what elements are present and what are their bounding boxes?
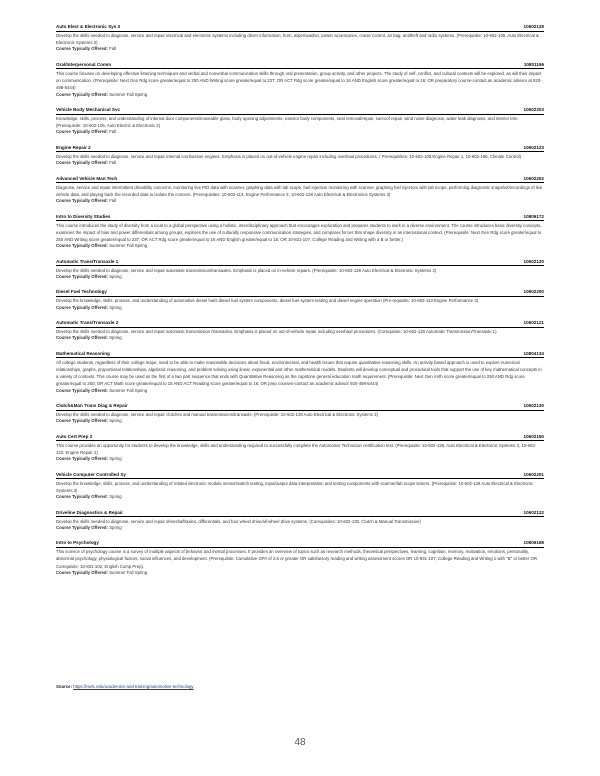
course-entry [56, 472, 544, 501]
offered-label: Course Typically Offered: [56, 46, 108, 52]
course-number: 10602201 [523, 471, 544, 477]
course-number: 10602200 [523, 289, 544, 295]
offered-label: Course Typically Offered: [56, 387, 108, 393]
course-offered [56, 305, 544, 312]
course-header [56, 24, 544, 32]
course-title: Intro to Psychology [56, 540, 99, 546]
course-title: Mathematical Reasoning [56, 350, 110, 356]
course-offered [56, 456, 544, 463]
offered-label: Course Typically Offered: [56, 418, 108, 424]
course-title: Auto Elect & Electronic Sys 3 [56, 24, 121, 29]
offered-label: Course Typically Offered: [56, 129, 108, 135]
course-description: Develop the skills needed to diagnose, service and repair automatic transmission/transaxles. Emphasis is placed on in-vehicle repairs. (Prerequisite: 10-602-128 Auto Electrical & Electronic Systems 3) [56, 267, 437, 273]
offered-terms: Fall [109, 160, 117, 166]
course-header [56, 107, 544, 115]
course-title: Vehicle Body Mechanical Svc [56, 107, 121, 113]
course-number: 10602202 [523, 175, 544, 181]
course-entry [56, 434, 544, 463]
course-number: 10602203 [523, 107, 544, 113]
course-number: 10809172 [523, 213, 544, 219]
course-title: Oral/Interpersonal Comm [56, 61, 112, 67]
offered-terms: Fall [109, 46, 117, 52]
course-offered [56, 494, 544, 501]
offered-terms: Spring [109, 335, 122, 341]
course-description: Develop the knowledge, skills, process, and understanding of automotive diesel fuels diesel fuel system components, diesel fuel system testing and diesel engine operation (Pre-requisite: 10-602-113 Engine Performance 3) [56, 298, 479, 304]
course-title: Diesel Fuel Technology [56, 289, 107, 295]
offered-terms: Summer Fall Spring [109, 243, 148, 249]
course-number: 10602123 [523, 144, 544, 150]
offered-label: Course Typically Offered: [56, 273, 108, 279]
course-entry [56, 145, 544, 167]
offered-label: Course Typically Offered: [56, 91, 108, 97]
offered-label: Course Typically Offered: [56, 335, 108, 341]
offered-terms: Spring [109, 524, 122, 530]
course-title: Engine Repair 2 [56, 144, 91, 150]
course-offered [56, 274, 544, 281]
offered-label: Course Typically Offered: [56, 569, 108, 575]
offered-terms: Summer Fall Spring [109, 387, 148, 393]
course-entry [56, 320, 544, 342]
course-header [56, 320, 544, 328]
course-entry [56, 259, 544, 281]
course-number: 10801196 [523, 61, 544, 67]
course-entry [56, 176, 544, 205]
offered-terms: Spring [109, 273, 122, 279]
offered-terms: Fall [109, 129, 117, 135]
course-offered [56, 388, 544, 395]
course-header [56, 403, 544, 411]
course-entry [56, 510, 544, 532]
source-link[interactable]: https://nwtc.edu/academics-and-training/automotive-technology [73, 684, 194, 689]
course-description: Develop the skills needed to diagnose, service and repair clutches and manual transmissions/transaxle. (Prerequisite: 10-602-128 Auto Electrical & Electronic Systems 3) [56, 412, 378, 418]
course-offered [56, 46, 544, 53]
offered-terms: Spring [109, 304, 122, 310]
offered-terms: Fall [109, 198, 117, 204]
course-description: Develop the skills needed to diagnose, service and repair driveshaft/axles, differentials, and four wheel drive/all-wheel drive systems. (Corequisites: 10-602-130, Clutch & Manual Transmission) [56, 518, 421, 524]
offered-terms: Spring [109, 456, 122, 462]
course-offered [56, 243, 544, 250]
source-label: Source: [56, 684, 72, 689]
course-description: This course introduces the study of diversity from a local to a global perspective using a holistic, interdisciplinary approach that encourages exploration and prepares students to work in a diverse environment. The course introduces basic diversity concepts, examines the impact of bias and power differentials among groups, explores the use of culturally responsive communication strategies, and compares forces that shape diversity in an international context. (Prerequisite: Next Gen Rdg score greater/equal to 250 AND Writing score greater/equal to 237; OR ACT Rdg score greater/equal to 16 AND English greater/equal to 15; OR 10-831-107, College Reading and Writing with a B or better.) [56, 222, 542, 242]
offered-label: Course Typically Offered: [56, 456, 108, 462]
course-title: Vehicle Computer Controlled Sy [56, 471, 126, 477]
course-offered [56, 570, 544, 577]
course-description: Develop the skills needed to diagnose, service and repair internal combustion engines. Emphasis is placed on out-of-vehicle engine repair including overhaul procedures. ( Prerequisites: 10-602-105 Engine Repair 1, 10-602-196, Climate Control) [56, 153, 522, 159]
course-description: This course provides an opportunity for students to develop the knowledge, skills and understanding required to successfully complete the Automotive Technician certification test. (Prerequisite: 10-602-128, Auto Electrical & Electronic Systems 3, 10-602-123, Engine Repair 2) [56, 442, 537, 455]
course-header [56, 62, 544, 70]
source-line [56, 684, 194, 690]
offered-label: Course Typically Offered: [56, 494, 108, 500]
offered-label: Course Typically Offered: [56, 304, 108, 310]
course-offered [56, 92, 544, 99]
offered-terms: Summer Fall Spring [109, 569, 148, 575]
offered-terms: Summer Fall Spring [109, 91, 148, 97]
course-list [56, 24, 544, 576]
course-header [56, 145, 544, 153]
course-number: 10804134 [523, 350, 544, 356]
course-entry [56, 107, 544, 136]
course-entry [56, 214, 544, 250]
course-number: 10602128 [523, 24, 544, 29]
course-title: Intro to Diversity Studies [56, 213, 111, 219]
course-offered [56, 525, 544, 532]
course-number: 10602121 [523, 320, 544, 326]
offered-label: Course Typically Offered: [56, 243, 108, 249]
course-offered [56, 418, 544, 425]
course-title: Advanced Vehicle Man Tech [56, 175, 118, 181]
course-description: Diagnose, service and repair intermittent drivability concerns, monitoring live PID data with scanner, graphing data with lab scope, fuel injection monitoring with scanner, graphing fuel injectors with lab scope, performing diagnostic snapshot/recordings of live vehicle data, and playing back the recorded data to isolate the concern. (Prerequisites: 10-602-113, Engine Performance 3, 10-602-128 Auto Electrical & Electronics Systems 3) [56, 184, 543, 197]
offered-terms: Spring [109, 418, 122, 424]
course-entry [56, 351, 544, 394]
course-offered [56, 335, 544, 342]
course-description: All college students, regardless of their college major, need to be able to make reasonable decisions about fiscal, environmental, and health issues that require quantitative reasoning skills. An activity based approach is used to explore numerical relationships, graphs, proportional relationships, algebraic reasoning, and problem solving using linear, exponential and other mathematical models. Students will develop conceptual and procedural tools that support the use of key mathematical concepts in a variety of contexts. This course may be used as the first of a two part sequence that ends with Quantitative Reasoning as the capstone general education math requirement. (Prerequisite: Next Gen Arith score greater/equal to 250 AND Rdg score greater/equal to 250; OR ACT Math score greater/equal to 15 AND ACT Reading score greater/equal to 16; OR prep courses-contact an academic advisor 920-498-5444) [56, 359, 542, 387]
course-header [56, 289, 544, 297]
course-number: 10602122 [523, 509, 544, 515]
course-header [56, 540, 544, 548]
offered-label: Course Typically Offered: [56, 198, 108, 204]
course-entry [56, 289, 544, 311]
course-description: This course focuses on developing effective listening techniques and verbal and nonverbal communication skills through oral presentation, group activity, and other projects. The study of self, conflict, and cultural contexts will be explored, as will their impact on communication. (Prerequisite: Next Gen Rdg score greater/equal to 250 AND Writing score greater/equal to 237; OR ACT Rdg score greater/equal to 16 AND English score greater/equal to 16; OR preparatory course-contact an academic advisor at 920-498-5444) [56, 70, 542, 91]
course-header [56, 434, 544, 442]
course-header [56, 259, 544, 267]
course-header [56, 214, 544, 222]
course-title: Auto Cert Prep 2 [56, 433, 93, 439]
course-description: This science of psychology course is a survey of multiple aspects of behavior and mental processes. It provides an overview of topics such as research methods, theoretical perspectives, learning, cognition, memory, motivation, emotions, personality, abnormal psychology, physiological factors, social influences, and development. (Prerequisite: Cumulative GPA of 2.6 or greater OR satisfactory reading and writing assessment scores OR 10-831-107, College Reading and Writing 1 with "B" or better OR Corequisite: 10-831-102, English Comp Prep). [56, 549, 537, 569]
course-header [56, 351, 544, 359]
offered-label: Course Typically Offered: [56, 160, 108, 166]
course-title: Clutch&Man Trans Diag & Repair [56, 403, 128, 409]
course-number: 10602150 [523, 433, 544, 439]
course-offered [56, 160, 544, 167]
course-title: Automatic Trans/Transaxle 2 [56, 320, 119, 326]
course-header [56, 472, 544, 480]
course-entry [56, 62, 544, 98]
course-number: 10602120 [523, 258, 544, 264]
course-description: Develop the knowledge, skills, process, and understanding of related electronic module sensor/switch testing, input/output data interpretation and testing components with scanner/lab scope testers. (Prerequisite: 10-602-128 Auto Electrical & Electronic Systems 3) [56, 480, 533, 493]
course-header [56, 176, 544, 184]
course-entry [56, 540, 544, 576]
course-description: Develop the skills needed to diagnose, service and repair automatic transmission /transaxles. Emphasis is placed on out-of-vehicle repair including overhaul procedures. (Corequisite: 10-602-120 Automatic Transmission/Transaxle 1) [56, 329, 497, 335]
offered-label: Course Typically Offered: [56, 524, 108, 530]
offered-terms: Spring [109, 494, 122, 500]
course-entry [56, 24, 544, 53]
course-number: 10809198 [523, 540, 544, 546]
course-offered [56, 129, 544, 136]
course-title: Automatic Trans/Transaxle 1 [56, 258, 119, 264]
course-number: 10602130 [523, 403, 544, 409]
course-offered [56, 198, 544, 205]
course-description: Develop the skills needed to diagnose, service and repair electrical and electronic systems including driver information, horn, wiper/washer, power accessories, cruise control, air bag, antitheft and radio systems. (Prerequisite: 10-602-105, Auto Electrical & Electronic Systems 2) [56, 33, 539, 46]
course-header [56, 510, 544, 518]
course-title: Driveline Diagnostics & Repair [56, 509, 123, 515]
page-number: 48 [294, 737, 306, 748]
course-description: Knowledge, skills, process, and understanding of internal door components/moveable glass, body opening adjustments, exterior body components, seat removal/repair, sunroof repair, wind noise diagnosis, water leak diagnosis, and interior trim. (Prerequisite: 10-602-105, Auto Electric & Electronic 2) [56, 116, 519, 129]
course-entry [56, 403, 544, 425]
